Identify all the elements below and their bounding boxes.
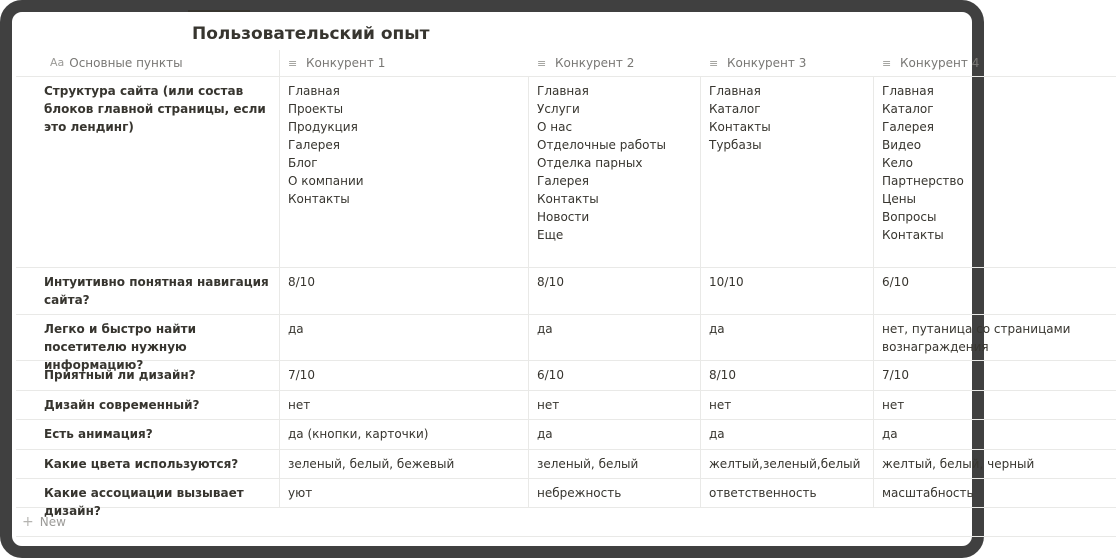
table-cell[interactable]: зеленый, белый, бежевый	[280, 450, 529, 478]
table-cell[interactable]: нет	[882, 398, 905, 412]
table-cell[interactable]: нет	[701, 391, 874, 419]
table-cell[interactable]: 8/10	[280, 268, 529, 314]
table-cell[interactable]: желтый, белый, черный	[882, 457, 1035, 471]
table-cell[interactable]: да	[529, 315, 701, 360]
plus-icon: +	[22, 514, 34, 530]
table-cell[interactable]: да	[701, 420, 874, 449]
table-cell[interactable]: нет	[280, 391, 529, 419]
table-row	[16, 479, 1116, 518]
table-row	[16, 420, 1116, 450]
row-title[interactable]: Приятный ли дизайн?	[16, 361, 280, 390]
row-title[interactable]: Структура сайта (или состав блоков главной страницы, если это лендинг)	[16, 77, 280, 267]
table-cell[interactable]: да (кнопки, карточки)	[280, 420, 529, 449]
table-cell[interactable]: нет, путаница со страницами вознаграждения	[882, 322, 1071, 354]
table-cell[interactable]: 8/10	[529, 268, 701, 314]
text-lines-icon: ≡	[709, 56, 719, 70]
tab-underline	[188, 10, 250, 12]
column-header-competitor-4[interactable]: ≡ Конкурент 4	[882, 56, 980, 70]
table-cell[interactable]: 8/10	[701, 361, 874, 390]
table-cell[interactable]: Главная Каталог Галерея Видео Кело Партнерство Цены Вопросы Контакты	[882, 84, 964, 242]
table-row	[16, 391, 1116, 420]
column-header-competitor-1[interactable]: ≡ Конкурент 1	[288, 56, 386, 70]
table-row	[16, 315, 1116, 372]
table-row	[16, 361, 1116, 391]
row-title[interactable]: Дизайн современный?	[16, 391, 280, 419]
row-title[interactable]: Какие цвета используются?	[16, 450, 280, 478]
row-title[interactable]: Какие ассоциации вызывает дизайн?	[16, 479, 280, 507]
table-cell[interactable]: желтый,зеленый,белый	[701, 450, 874, 478]
row-title[interactable]: Легко и быстро найти посетителю нужную информацию?	[16, 315, 280, 360]
title-property-icon: Aa	[50, 56, 65, 69]
table-cell[interactable]: Главная Каталог Контакты Турбазы	[701, 77, 874, 267]
table-row	[16, 268, 1116, 315]
table-cell[interactable]: да	[882, 427, 898, 441]
table-cell[interactable]: Главная Проекты Продукция Галерея Блог О компании Контакты	[280, 77, 529, 267]
table-cell[interactable]: небрежность	[529, 479, 701, 507]
column-header-competitor-3[interactable]: ≡ Конкурент 3	[709, 56, 807, 70]
text-lines-icon: ≡	[288, 56, 298, 70]
table-row	[16, 77, 1116, 268]
table-cell[interactable]: нет	[529, 391, 701, 419]
table-cell[interactable]: 6/10	[529, 361, 701, 390]
new-row-button[interactable]: + New	[16, 508, 1116, 537]
table-cell[interactable]: 7/10	[280, 361, 529, 390]
table-cell[interactable]: зеленый, белый	[529, 450, 701, 478]
column-header-main[interactable]: Aa Основные пункты	[16, 50, 280, 76]
table-cell[interactable]: да	[280, 315, 529, 360]
column-header-competitor-2[interactable]: ≡ Конкурент 2	[537, 56, 635, 70]
table-row	[16, 450, 1116, 479]
page-title: Пользовательский опыт	[192, 24, 430, 44]
text-lines-icon: ≡	[537, 56, 547, 70]
table-cell[interactable]: 6/10	[882, 275, 909, 289]
table-cell[interactable]: 7/10	[882, 368, 909, 382]
table-cell[interactable]: ответственность	[701, 479, 874, 507]
row-title[interactable]: Есть анимация?	[16, 420, 280, 449]
table-cell[interactable]: 10/10	[701, 268, 874, 314]
row-title[interactable]: Интуитивно понятная навигация сайта?	[16, 268, 280, 314]
text-lines-icon: ≡	[882, 56, 892, 70]
table-cell[interactable]: да	[529, 420, 701, 449]
table-cell[interactable]: масштабность	[882, 486, 974, 500]
table-header	[16, 50, 1116, 77]
database-table	[16, 50, 1116, 537]
table-cell[interactable]: Главная Услуги О нас Отделочные работы Отделка парных Галерея Контакты Новости Еще	[529, 77, 701, 267]
table-cell[interactable]: уют	[280, 479, 529, 507]
table-cell[interactable]: да	[701, 315, 874, 360]
